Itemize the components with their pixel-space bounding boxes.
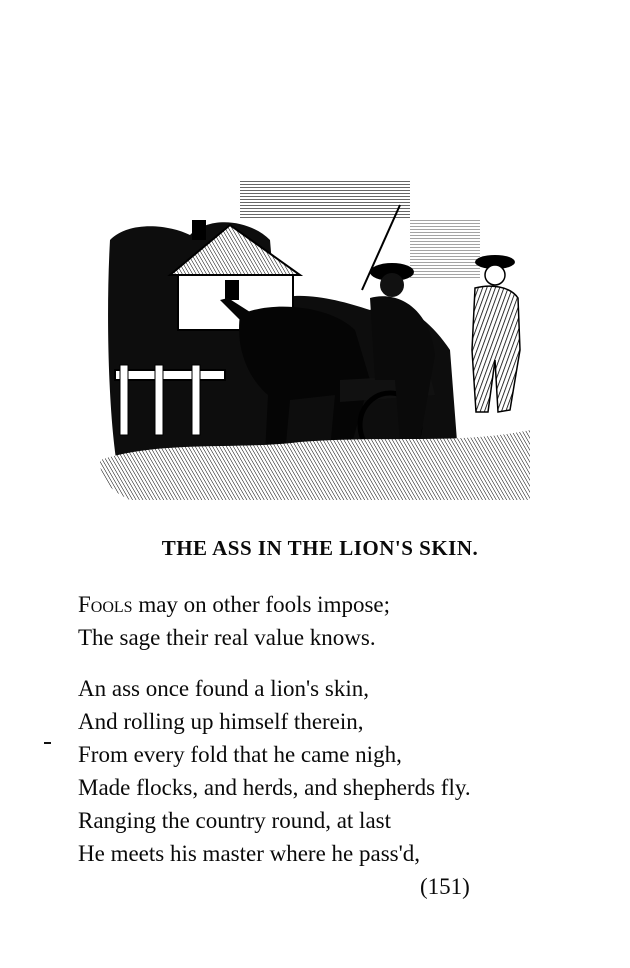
- illustration-engraving: [100, 180, 530, 500]
- moral-line-1: [78, 588, 578, 621]
- moral-first-word: Fools: [78, 592, 133, 617]
- verse-line: Made flocks, and herds, and shepherds fly.: [78, 775, 471, 800]
- page-number: (151): [420, 874, 470, 899]
- fable-title: THE ASS IN THE LION'S SKIN.: [161, 536, 479, 560]
- verse-line: From every fold that he came nigh,: [78, 742, 402, 767]
- margin-mark: [44, 742, 51, 744]
- verse-line: Ranging the country round, at last: [78, 808, 391, 833]
- story-stanza: [78, 672, 578, 870]
- moral-line-2: The sage their real value knows.: [78, 625, 376, 650]
- verse-line: He meets his master where he pass'd,: [78, 841, 421, 866]
- moral-stanza: [78, 588, 578, 654]
- verse-line: An ass once found a lion's skin,: [78, 676, 369, 701]
- moral-line-1-rest: may on other fools impose;: [132, 592, 391, 617]
- verse-line: And rolling up himself therein,: [78, 709, 364, 734]
